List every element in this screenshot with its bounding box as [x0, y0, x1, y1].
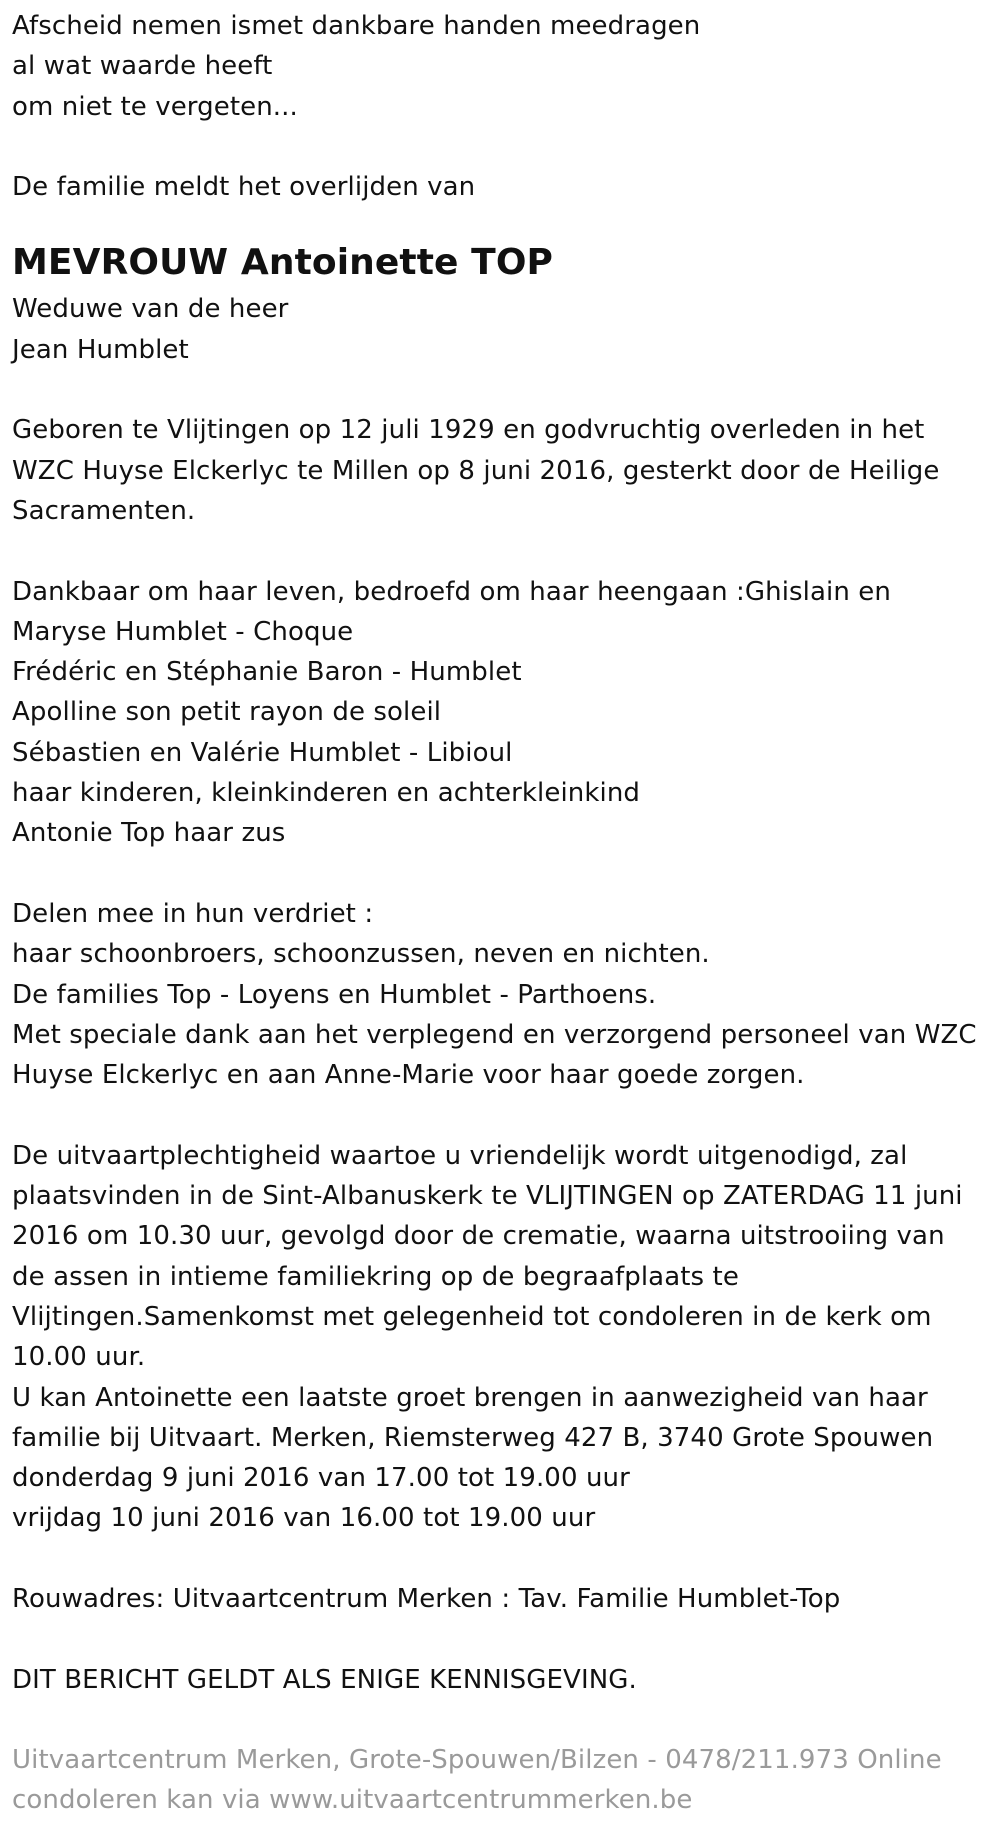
family-line: Sébastien en Valérie Humblet - Libioul — [12, 737, 513, 768]
paragraph-line: U kan Antoinette een laatste groet brengen in aanwezigheid van haar — [12, 1382, 928, 1413]
paragraph-line: Delen mee in hun verdriet : — [12, 898, 374, 929]
paragraph-line: vrijdag 10 juni 2016 van 16.00 tot 19.00 uur — [12, 1503, 596, 1534]
paragraph-line: Vlijtingen.Samenkomst met gelegenheid tot condoleren in de kerk om — [12, 1301, 932, 1332]
spacer — [12, 854, 997, 894]
paragraph-line: Sacramenten. — [12, 495, 196, 526]
funeral-home-footer — [12, 1740, 997, 1821]
paragraph-line: 2016 om 10.30 uur, gevolgd door de crematie, waarna uitstrooiing van — [12, 1221, 945, 1252]
paragraph-line: 10.00 uur. — [12, 1342, 146, 1373]
spacer — [12, 127, 997, 167]
obituary-notice — [12, 6, 997, 1821]
family-line: haar kinderen, kleinkinderen en achterkleinkind — [12, 778, 641, 809]
mourning-address: Rouwadres: Uitvaartcentrum Merken : Tav. Familie Humblet-Top — [12, 1583, 841, 1614]
paragraph-line: Huyse Elckerlyc en aan Anne-Marie voor haar goede zorgen. — [12, 1060, 805, 1091]
spacer — [12, 1700, 997, 1740]
spacer — [12, 1619, 997, 1659]
paragraph-line: Geboren te Vlijtingen op 12 juli 1929 en godvruchtig overleden in het — [12, 415, 925, 446]
poem-line: al wat waarde heeft — [12, 51, 273, 82]
family-line: Frédéric en Stéphanie Baron - Humblet — [12, 657, 522, 688]
paragraph-line: WZC Huyse Elckerlyc te Millen op 8 juni 2016, gesterkt door de Heilige — [12, 455, 940, 486]
footer-line: Uitvaartcentrum Merken, Grote-Spouwen/Bilzen - 0478/211.973 Online — [12, 1745, 942, 1776]
widow-of — [12, 289, 997, 370]
deceased-name: MEVROUW Antoinette TOP — [12, 242, 554, 284]
family-line: Maryse Humblet - Choque — [12, 616, 354, 647]
paragraph-line: haar schoonbroers, schoonzussen, neven en nichten. — [12, 939, 710, 970]
spacer — [12, 1095, 997, 1135]
paragraph-line: De uitvaartplechtigheid waartoe u vriendelijk wordt uitgenodigd, zal — [12, 1140, 908, 1171]
spacer — [12, 370, 997, 410]
family-paragraph — [12, 572, 997, 854]
paragraph-line: donderdag 9 juni 2016 van 17.00 tot 19.00 uur — [12, 1463, 630, 1494]
widow-line: Jean Humblet — [12, 334, 189, 365]
paragraph-line: familie bij Uitvaart. Merken, Riemsterweg 427 B, 3740 Grote Spouwen — [12, 1422, 934, 1453]
sole-notice: DIT BERICHT GELDT ALS ENIGE KENNISGEVING. — [12, 1664, 637, 1695]
poem — [12, 6, 997, 127]
paragraph-line: De families Top - Loyens en Humblet - Parthoens. — [12, 979, 657, 1010]
ceremony-paragraph — [12, 1136, 997, 1539]
spacer — [12, 531, 997, 571]
family-line: Apolline son petit rayon de soleil — [12, 697, 442, 728]
paragraph-line: Met speciale dank aan het verplegend en verzorgend personeel van WZC — [12, 1019, 977, 1050]
announcement-text: De familie meldt het overlijden van — [12, 172, 476, 203]
footer-line: condoleren kan via www.uitvaartcentrummerken.be — [12, 1785, 693, 1816]
poem-line: Afscheid nemen ismet dankbare handen meedragen — [12, 11, 701, 41]
family-line: Dankbaar om haar leven, bedroefd om haar heengaan :Ghislain en — [12, 576, 891, 607]
paragraph-line: de assen in intieme familiekring op de begraafplaats te — [12, 1261, 739, 1292]
spacer — [12, 1539, 997, 1579]
widow-line: Weduwe van de heer — [12, 294, 289, 325]
family-line: Antonie Top haar zus — [12, 818, 286, 849]
spacer — [12, 207, 997, 237]
poem-line: om niet te vergeten... — [12, 91, 298, 122]
grief-shared-paragraph — [12, 894, 997, 1095]
paragraph-line: plaatsvinden in de Sint-Albanuskerk te VLIJTINGEN op ZATERDAG 11 juni — [12, 1181, 963, 1212]
birth-death-paragraph — [12, 410, 997, 531]
